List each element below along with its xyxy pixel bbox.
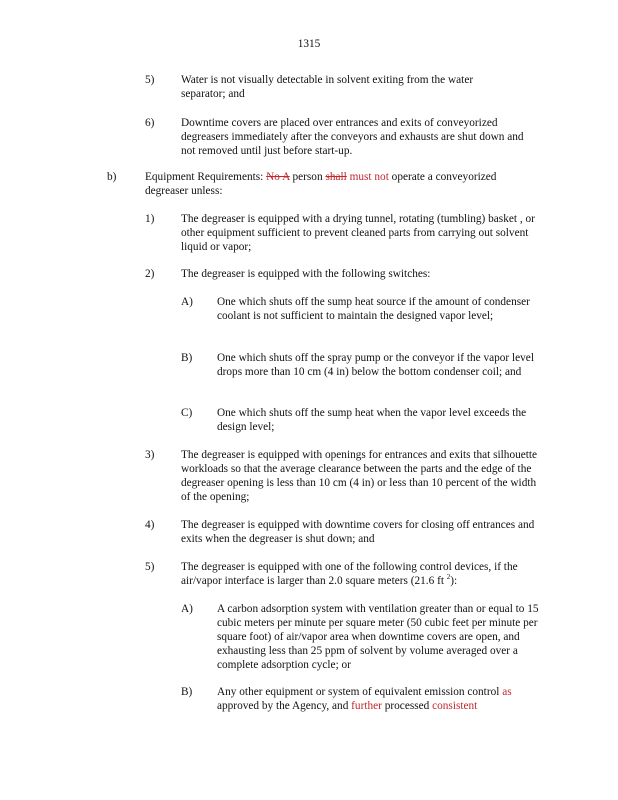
item-number: 5): [145, 561, 155, 573]
sub-item-letter: A): [181, 296, 193, 308]
text-run: processed: [381, 700, 433, 712]
item-number: 3): [145, 449, 155, 461]
page-number: 1315: [297, 38, 321, 50]
item-text: The degreaser is equipped with the following switches:: [181, 268, 431, 280]
item-number: 4): [145, 519, 155, 531]
section-number: b): [107, 171, 117, 183]
section-b-text: [145, 170, 535, 198]
inserted-text: consistent: [432, 700, 478, 712]
sub-item-letter: B): [181, 686, 193, 698]
text-run: approved by the Agency, and: [217, 700, 352, 712]
sub-item-text: One which shuts off the sump heat when the vapor level exceeds the design level;: [217, 407, 527, 433]
sub-item-text: One which shuts off the spray pump or the conveyor if the vapor level drops more than 10 cm (4 in) below the bottom condenser coil; and: [217, 352, 534, 378]
item-number: 2): [145, 268, 155, 280]
text-run: operate a conveyorized degreaser unless:: [145, 171, 497, 197]
sub-item-letter: B): [181, 352, 193, 364]
item-text: The degreaser is equipped with downtime covers for closing off entrances and exits when the degreaser is shut down; and: [181, 519, 535, 545]
sub-item-text: [217, 685, 547, 713]
sub-item-letter: A): [181, 603, 193, 615]
inserted-text: further: [351, 700, 382, 712]
item-number: 5): [145, 74, 155, 86]
item-text: The degreaser is equipped with a drying tunnel, rotating (tumbling) basket , or other equipment sufficient to prevent cleaned parts from carrying out solvent liquid or vapor;: [181, 213, 535, 253]
item-text: Downtime covers are placed over entrances and exits of conveyorized degreasers immediately after the conveyors and exhausts are shut down and not removed until just before start-up.: [181, 117, 524, 157]
deleted-text: shall: [325, 171, 347, 183]
sub-item-letter: C): [181, 407, 193, 419]
text-run: Any other equipment or system of equivalent emission control: [217, 686, 500, 698]
inserted-text: as: [499, 686, 512, 698]
item-text: The degreaser is equipped with openings for entrances and exits that silhouette workloads so that the average clearance between the parts and the edge of the degreaser opening is less than 10 cm (4 in) or less than 10 percent of the width of the opening;: [181, 449, 538, 503]
item-number: 1): [145, 213, 155, 225]
item-text: Water is not visually detectable in solvent exiting from the water separator; and: [181, 74, 474, 100]
deleted-text: No A: [266, 171, 290, 183]
text-run: Equipment Requirements:: [145, 171, 267, 183]
superscript: 2: [446, 573, 451, 582]
text-run: The degreaser is equipped with one of the following control devices, if the air/vapor interface is larger than 2.0 square meters (21.6 ft: [181, 561, 518, 587]
text-run: person: [289, 171, 326, 183]
sub-item-text: A carbon adsorption system with ventilation greater than or equal to 15 cubic meters per minute per square meter (50 cubic feet per minute per square foot) of air/vapor area when downtime covers are open, and exhausting less than 25 ppm of solvent by volume averaged over a complete adsorption cycle; or: [217, 603, 539, 671]
text-run: ):: [450, 575, 458, 587]
item-text: [181, 560, 556, 588]
sub-item-text: One which shuts off the sump heat source if the amount of condenser coolant is not sufficient to maintain the designed vapor level;: [217, 296, 530, 322]
inserted-text: must not: [346, 171, 389, 183]
item-number: 6): [145, 117, 155, 129]
